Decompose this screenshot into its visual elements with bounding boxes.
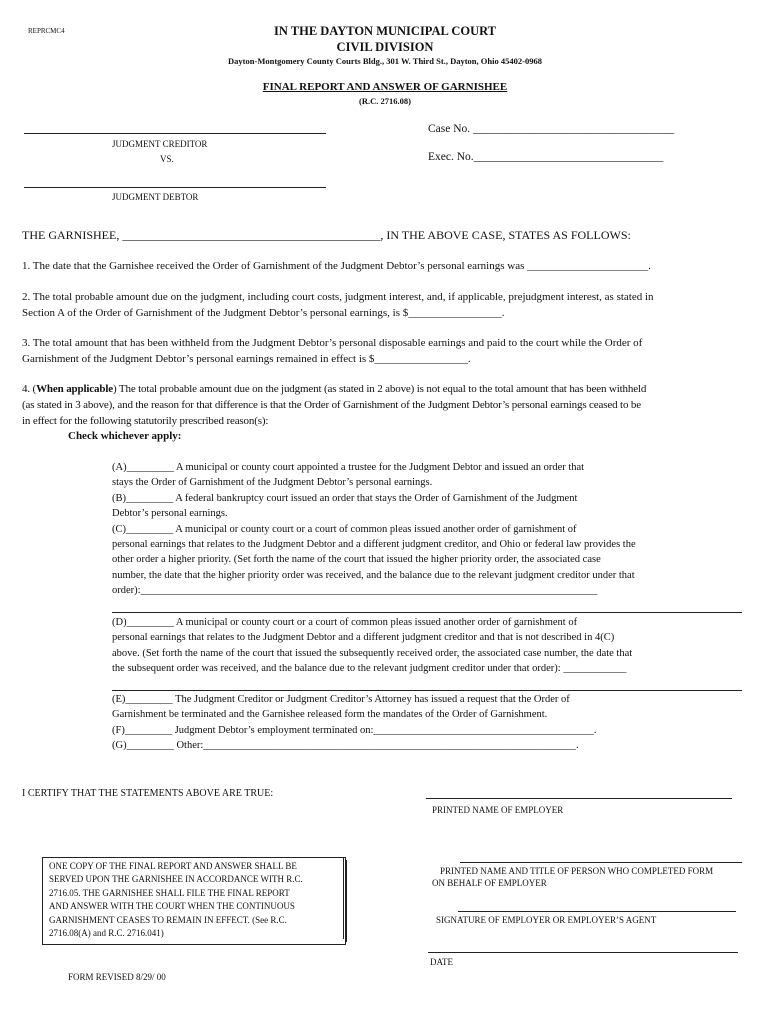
form-revised: FORM REVISED 8/29/ 00 <box>68 972 166 982</box>
judgment-creditor-line[interactable] <box>24 133 326 134</box>
option-b-line-2: Debtor’s personal earnings. <box>112 508 228 520</box>
date-label: DATE <box>430 957 453 967</box>
option-e[interactable] <box>112 692 744 754</box>
item-3-line-2: Garnishment of the Judgment Debtor’s personal earnings remained in effect is $_________________. <box>22 352 471 365</box>
item-4-when-applicable: When applicable <box>36 383 113 395</box>
option-f[interactable]: (F)_________ Judgment Debtor’s employment terminated on:__________________________________________. <box>112 724 597 736</box>
exec-number-field[interactable]: Exec. No._________________________________ <box>428 151 664 163</box>
notice-line-3: 2716.05. THE GARNISHEE SHALL FILE THE FINAL REPORT <box>49 887 290 898</box>
option-c-line-2: personal earnings that relates to the Judgment Debtor and a different judgment creditor, and Ohio or federal law provides the <box>112 539 636 551</box>
option-a-line-1: (A)_________ A municipal or county court appointed a trustee for the Judgment Debtor and issued an order that <box>112 462 585 473</box>
option-c-line-4: number, the date that the higher priority order was received, and the balance due to the relevant judgment creditor under that <box>112 569 635 581</box>
option-d-line-3: above. (Set forth the name of the court that issued the subsequently received order, the associated case number, the date that <box>112 647 633 659</box>
item-2-line-2: Section A of the Order of Garnishment of the Judgment Debtor’s personal earnings, is $_________________. <box>22 306 505 319</box>
date-line[interactable] <box>428 952 738 953</box>
garnishee-statement[interactable]: THE GARNISHEE, ___________________________________________, IN THE ABOVE CASE, STATES AS FOLLOWS: <box>22 228 631 242</box>
service-notice-box <box>42 857 346 945</box>
court-address: Dayton-Montgomery County Courts Bldg., 301 W. Third St., Dayton, Ohio 45402-0968 <box>228 56 542 66</box>
option-e-line-2: Garnishment be terminated and the Garnishee released form the mandates of the Order of Garnishment. <box>112 709 548 721</box>
option-d-line-4[interactable]: the subsequent order was received, and the balance due to the relevant judgment creditor under that order): ____________ <box>112 663 627 675</box>
option-e-line-1: (E)_________ The Judgment Creditor or Judgment Creditor’s Attorney has issued a request that the Order of <box>112 694 570 705</box>
option-b-line-1[interactable]: (B)_________ A federal bankruptcy court issued an order that stays the Order of Garnishment of the Judgment <box>112 492 578 504</box>
vs-label: VS. <box>160 154 174 164</box>
person-name-title-line[interactable] <box>460 862 742 863</box>
notice-box-shadow <box>343 857 344 939</box>
item-3-line-1: 3. The total amount that has been withheld from the Judgment Debtor’s personal disposable earnings and paid to the court while the Order of <box>22 337 643 349</box>
judgment-creditor-label: JUDGMENT CREDITOR <box>112 139 208 149</box>
case-number-field[interactable]: Case No. ___________________________________ <box>428 123 675 135</box>
option-c-extra-line[interactable] <box>112 612 742 613</box>
option-a-line-2: stays the Order of Garnishment of the Judgment Debtor’s personal earnings. <box>112 477 433 489</box>
signature-label: SIGNATURE OF EMPLOYER OR EMPLOYER’S AGENT <box>436 915 657 925</box>
signature-line[interactable] <box>458 911 736 912</box>
option-d-line-1: (D)_________ A municipal or county court or a court of common pleas issued another order of garnishment of <box>112 617 578 628</box>
item-4-line-2: (as stated in 3 above), and the reason for that difference is that the Order of Garnishment of the Judgment Debtor’s personal earnings ceased to be <box>22 398 641 411</box>
option-g[interactable]: (G)_________ Other:_______________________________________________________________________. <box>112 740 579 752</box>
notice-line-5: GARNISHMENT CEASES TO REMAIN IN EFFECT. (See R.C. <box>49 914 287 925</box>
employer-name-line[interactable] <box>426 798 732 799</box>
judgment-debtor-line[interactable] <box>24 187 326 188</box>
item-4-line-3: in effect for the following statutorily prescribed reason(s): <box>22 414 269 427</box>
option-c-line-1[interactable]: (C)_________ A municipal or county court or a court of common pleas issued another order of garnishment of <box>112 523 577 535</box>
certify-statement: I CERTIFY THAT THE STATEMENTS ABOVE ARE TRUE: <box>22 788 274 799</box>
notice-line-1: ONE COPY OF THE FINAL REPORT AND ANSWER SHALL BE <box>49 861 297 871</box>
option-a[interactable] <box>112 460 744 599</box>
option-d-extra-line[interactable] <box>112 690 742 691</box>
item-1[interactable]: 1. The date that the Garnishee received the Order of Garnishment of the Judgment Debtor’s personal earnings was ______________________. <box>22 260 651 272</box>
item-4-prefix: 4. ( <box>22 383 37 395</box>
option-d-line-2: personal earnings that relates to the Judgment Debtor and a different judgment creditor and that is not described in 4(C) <box>112 632 615 644</box>
notice-line-2: SERVED UPON THE GARNISHEE IN ACCORDANCE WITH R.C. <box>49 874 303 885</box>
notice-line-6: 2716.08(A) and R.C. 2716.041) <box>49 928 164 939</box>
court-name: IN THE DAYTON MUNICIPAL COURT <box>273 24 497 38</box>
item-2-line-1: 2. The total probable amount due on the judgment, including court costs, judgment interest, and, if applicable, prejudgment interest, as stated in <box>22 291 654 303</box>
option-d[interactable] <box>112 615 744 677</box>
item-4 <box>22 382 750 429</box>
check-whichever-label: Check whichever apply: <box>68 430 182 442</box>
printed-name-title-label-1: PRINTED NAME AND TITLE OF PERSON WHO COMPLETED FORM <box>440 866 714 876</box>
item-3[interactable] <box>22 336 750 368</box>
printed-name-employer-label: PRINTED NAME OF EMPLOYER <box>432 805 564 815</box>
item-4-line-1-rest: ) The total probable amount due on the judgment (as stated in 2 above) is not equal to the total amount that has been withheld <box>112 383 647 395</box>
printed-name-title-label-2: ON BEHALF OF EMPLOYER <box>432 878 547 888</box>
form-title: FINAL REPORT AND ANSWER OF GARNISHEE <box>262 81 508 93</box>
judgment-debtor-label: JUDGMENT DEBTOR <box>112 192 199 202</box>
form-number: REPRCMC4 <box>28 27 65 35</box>
item-2[interactable] <box>22 290 750 322</box>
statute-reference: (R.C. 2716.08) <box>359 96 411 106</box>
court-division: CIVIL DIVISION <box>336 40 434 54</box>
item-4-line-1 <box>22 382 750 398</box>
option-c-order-field[interactable]: order):_______________________________________________________________________________________ <box>112 585 598 597</box>
notice-line-4: AND ANSWER WITH THE COURT WHEN THE CONTINUOUS <box>49 901 295 912</box>
option-c-line-3: other order a higher priority. (Set forth the name of the court that issued the higher priority order, the associated case <box>112 554 601 566</box>
